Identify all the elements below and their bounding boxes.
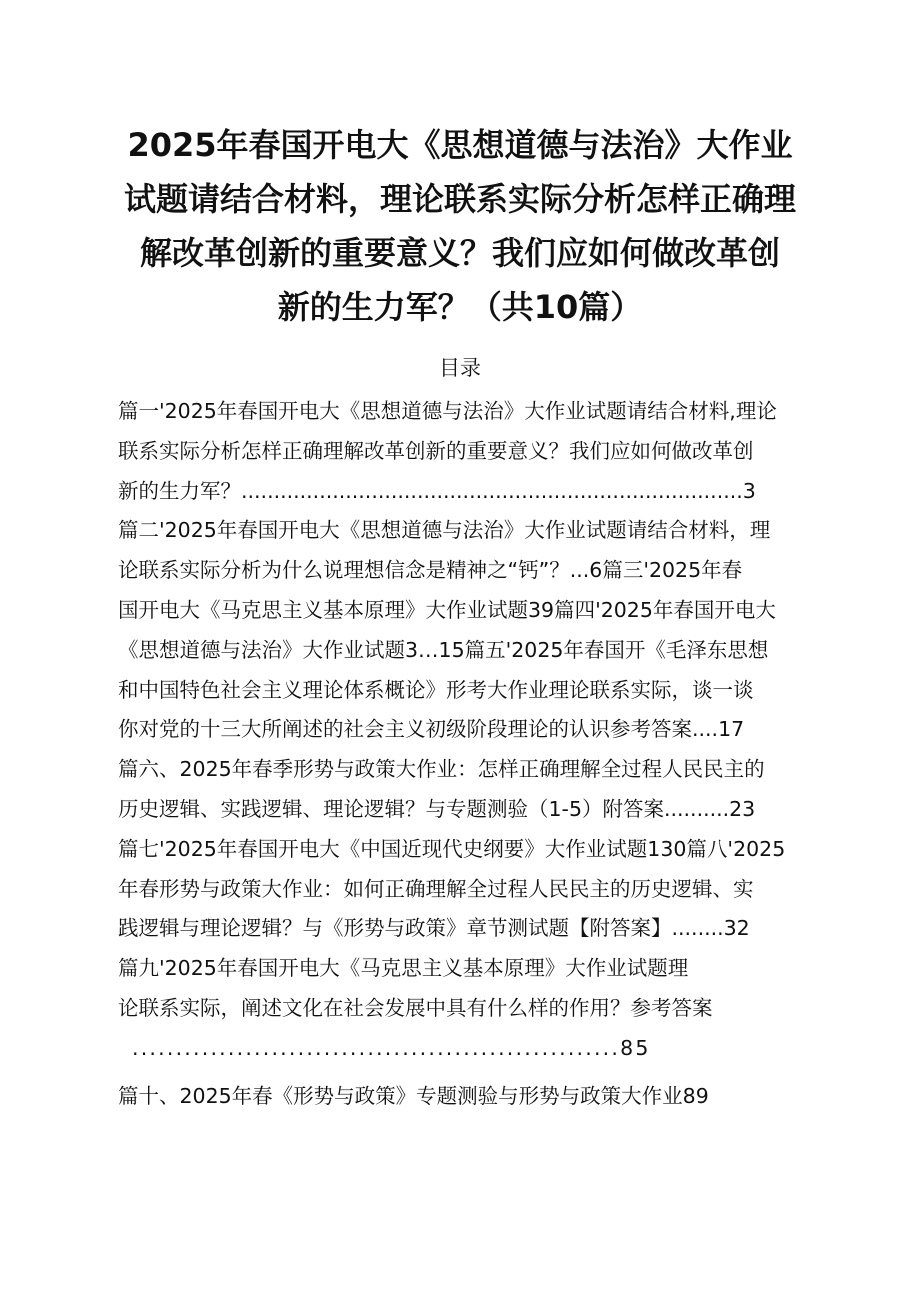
toc-line: 历史逻辑、实践逻辑、理论逻辑？与专题测验（1-5）附答案..........23	[118, 796, 756, 821]
toc-line: 联系实际分析怎样正确理解改革创新的重要意义？我们应如何做改革创	[118, 438, 754, 463]
toc-line: 新的生力军？.............................................................................3	[118, 478, 756, 503]
toc-line: 践逻辑与理论逻辑？与《形势与政策》章节测试题【附答案】........32	[118, 916, 750, 941]
title-line-4: 新的生力军？（共10篇）	[277, 288, 643, 326]
toc-line: 篇六、2025年春季形势与政策大作业：怎样正确理解全过程人民民主的	[118, 757, 765, 782]
title-line-2: 试题请结合材料，理论联系实际分析怎样正确理	[123, 180, 796, 218]
toc-line: 和中国特色社会主义理论体系概论》形考大作业理论联系实际，谈一谈	[118, 677, 754, 702]
toc-line: 篇十、2025年春《形势与政策》专题测验与形势与政策大作业89	[118, 1083, 709, 1108]
toc-line: 篇一'2025年春国开电大《思想道德与法治》大作业试题请结合材料,理论	[118, 399, 777, 423]
toc-line: 篇二'2025年春国开电大《思想道德与法治》大作业试题请结合材料，理	[118, 518, 771, 543]
table-of-contents	[118, 392, 838, 1116]
title-line-3: 解改革创新的重要意义？我们应如何做改革创	[139, 234, 780, 272]
toc-heading: 目录	[439, 356, 481, 380]
toc-line: 国开电大《马克思主义基本原理》大作业试题39篇四'2025年春国开电大	[118, 597, 776, 622]
toc-line: 论联系实际，阐述文化在社会发展中具有什么样的作用？参考答案	[118, 995, 713, 1020]
toc-dot-leader-line: ........................................................85	[132, 1035, 651, 1060]
toc-line: 年春形势与政策大作业：如何正确理解全过程人民民主的历史逻辑、实	[118, 876, 754, 901]
toc-line: 论联系实际分析为什么说理想信念是精神之“钙”？...6篇三'2025年春	[118, 558, 743, 583]
toc-line: 篇七'2025年春国开电大《中国近现代史纲要》大作业试题130篇八'2025	[118, 836, 786, 861]
toc-line: 篇九'2025年春国开电大《马克思主义基本原理》大作业试题理	[118, 956, 689, 981]
document-title	[100, 118, 820, 334]
toc-line: 你对党的十三大所阐述的社会主义初级阶段理论的认识参考答案....17	[118, 717, 745, 742]
toc-line: 《思想道德与法治》大作业试题3…15篇五'2025年春国开《毛泽东思想	[118, 637, 769, 662]
title-line-1: 2025年春国开电大《思想道德与法治》大作业	[127, 126, 793, 164]
